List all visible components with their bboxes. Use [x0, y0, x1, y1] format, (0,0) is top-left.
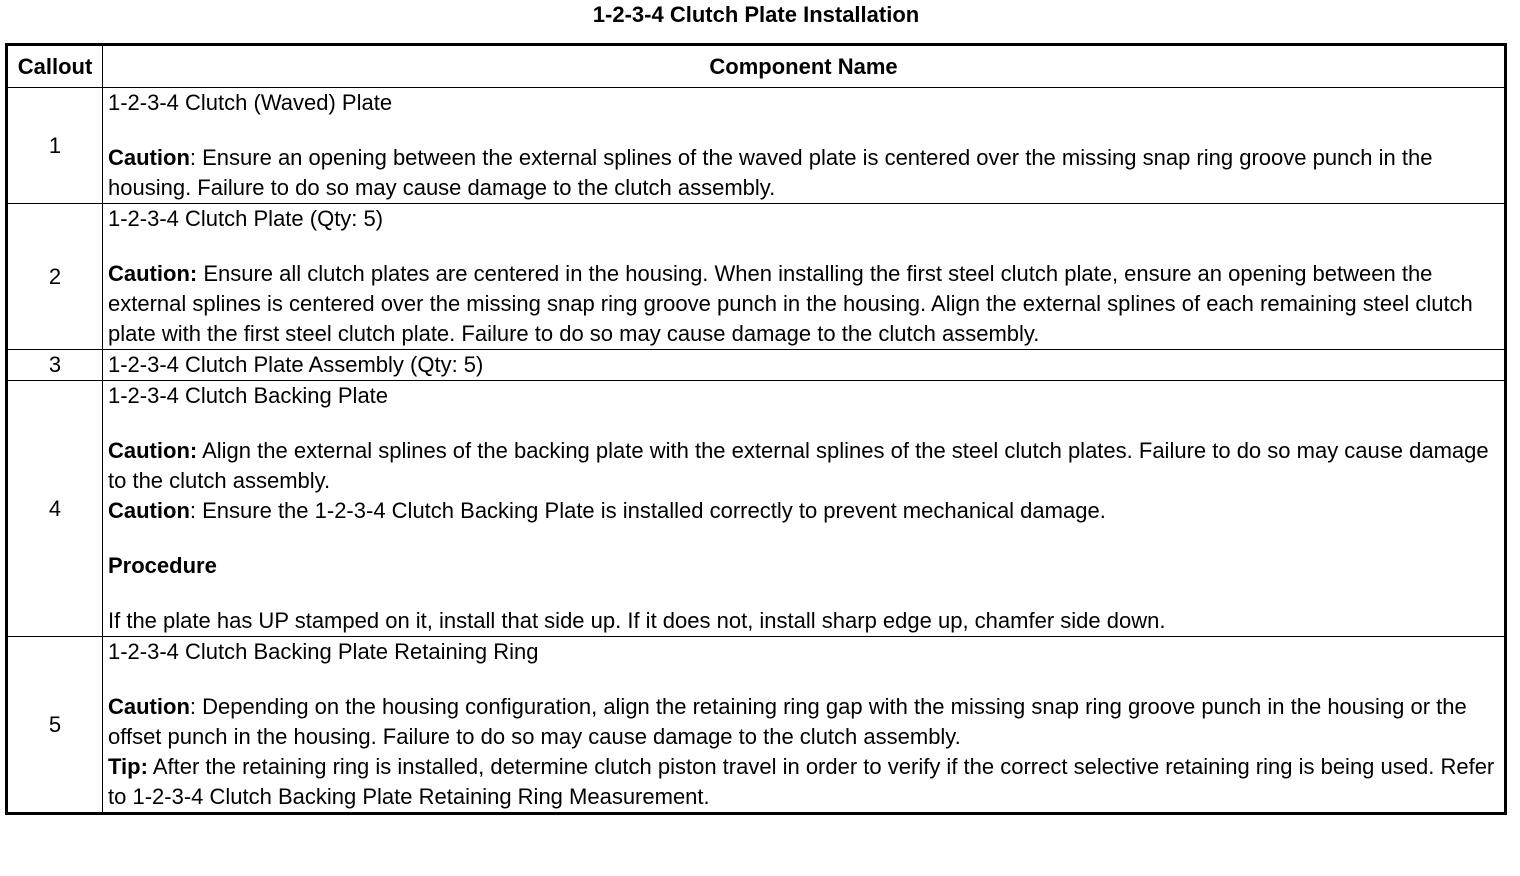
- component-cell: [103, 381, 1506, 637]
- table-row: [7, 350, 1506, 381]
- table-row: [7, 637, 1506, 814]
- page-title: 1-2-3-4 Clutch Plate Installation: [592, 2, 920, 27]
- note-label: Caution:: [108, 261, 198, 286]
- note-label: Caution: [108, 145, 190, 170]
- component-name: 1-2-3-4 Clutch Backing Plate: [108, 383, 389, 408]
- note-label: Tip:: [108, 754, 148, 779]
- note-text: Ensure an opening between the external splines of the waved plate is centered over the missing snap ring groove punch in the housing. Failure to do so may cause damage to the clutch assembly.: [108, 145, 1433, 200]
- component-cell: [103, 88, 1506, 204]
- caution-note: Caution: Depending on the housing configuration, align the retaining ring gap with the missing snap ring groove punch in the housing or the offset punch in the housing. Failure to do so may cause damage to the clutch assembly.: [108, 694, 1467, 749]
- component-name: 1-2-3-4 Clutch (Waved) Plate: [108, 90, 393, 115]
- component-cell: [103, 350, 1506, 381]
- column-header-callout: Callout: [7, 45, 103, 88]
- caution-note: Caution: Ensure an opening between the external splines of the waved plate is centered over the missing snap ring groove punch in the housing. Failure to do so may cause damage to the clutch assembly.: [108, 145, 1433, 200]
- note-text: Depending on the housing configuration, align the retaining ring gap with the missing snap ring groove punch in the housing or the offset punch in the housing. Failure to do so may cause damage to the clutch assembly.: [108, 694, 1467, 749]
- component-name: 1-2-3-4 Clutch Plate Assembly (Qty: 5): [108, 352, 484, 377]
- callout-number: 2: [7, 204, 103, 350]
- note-label: Caution: [108, 498, 190, 523]
- caution-note: Caution: Ensure the 1-2-3-4 Clutch Backing Plate is installed correctly to prevent mechanical damage.: [108, 498, 1106, 523]
- note-label: Caution:: [108, 438, 198, 463]
- table-header-row: [7, 45, 1506, 88]
- table-row: [7, 204, 1506, 350]
- procedure-heading: Procedure: [108, 553, 217, 578]
- callout-number: 1: [7, 88, 103, 204]
- tip-note: [108, 752, 1499, 812]
- note-label: Caution: [108, 694, 190, 719]
- note-text: Align the external splines of the backing plate with the external splines of the steel clutch plates. Failure to do so may cause damage to the clutch assembly.: [108, 438, 1489, 493]
- note-text: After the retaining ring is installed, determine clutch piston travel in order to verify if the correct selective retaining ring is being used. Refer to 1-2-3-4 Clutch Backing Plate Retaining Ring Measurement.: [108, 754, 1495, 809]
- component-name: 1-2-3-4 Clutch Backing Plate Retaining Ring: [108, 639, 539, 664]
- note-text: Ensure all clutch plates are centered in the housing. When installing the first steel clutch plate, ensure an opening between the external splines is centered over the missing snap ring groove punch in the housing. Align the external splines of each remaining steel clutch plate with the first steel clutch plate. Failure to do so may cause damage to the clutch assembly.: [108, 261, 1473, 346]
- table-row: [7, 381, 1506, 637]
- caution-note: [108, 259, 1499, 349]
- component-table: [5, 43, 1507, 815]
- callout-number: 3: [7, 350, 103, 381]
- component-cell: [103, 637, 1506, 814]
- callout-number: 5: [7, 637, 103, 814]
- callout-number: 4: [7, 381, 103, 637]
- column-header-component-name: Component Name: [103, 45, 1506, 88]
- component-name: 1-2-3-4 Clutch Plate (Qty: 5): [108, 206, 384, 231]
- table-row: [7, 88, 1506, 204]
- caution-note: [108, 436, 1499, 496]
- note-text: Ensure the 1-2-3-4 Clutch Backing Plate is installed correctly to prevent mechanical damage.: [202, 498, 1106, 523]
- component-cell: [103, 204, 1506, 350]
- procedure-text: If the plate has UP stamped on it, install that side up. If it does not, install sharp edge up, chamfer side down.: [108, 608, 1166, 633]
